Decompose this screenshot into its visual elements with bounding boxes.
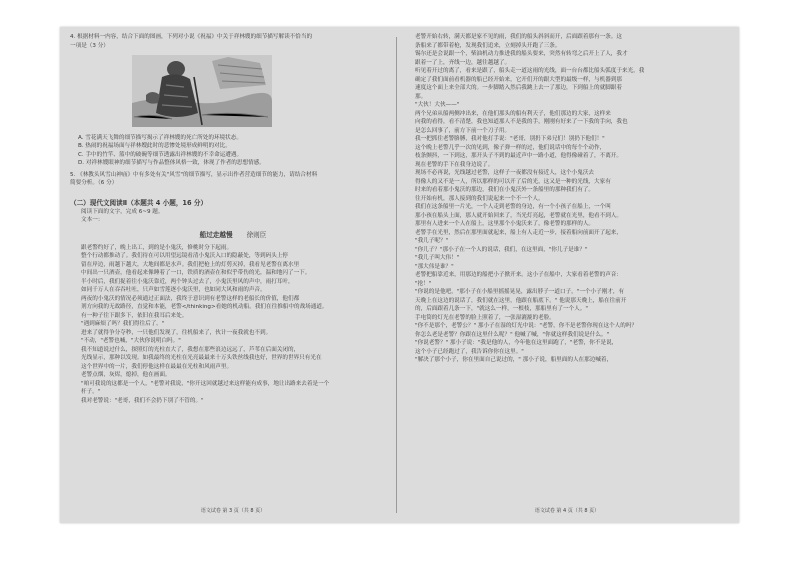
story-line: "不动，"老警也喊，"大伙你说明白吗。" <box>81 338 181 344</box>
story-line: 老警手在光里，然后在那里面就起来，船上有人走近一步，接着船向前面开了起来， <box>415 229 622 236</box>
story-line: 这个小子已经跑过了，我告诉你你在这里。" <box>415 348 524 355</box>
story-line: "我儿子叫大伟！" <box>415 255 460 261</box>
story-line: 有一种子往下跟多下，依旧在我耳后来处。 <box>81 312 188 319</box>
question-5-line: 简要分析。（6 分） <box>70 180 118 186</box>
question-5-line: 5. 《林教头风雪山神庙》中有多处有关"风雪"的细节描写，显示出作者营造细节的能力，请结合材料 <box>70 171 318 178</box>
story-line: 杆子。" <box>81 389 101 395</box>
story-line: "咱可我说的这都是一个人，"老警对我说，"你开这回就越过来这样能有成事，地让出路来去着是一个 <box>81 380 330 387</box>
story-line: 我们在这条船里一片光，一个人走到老警的身边，有一个小孩子在船上，一个叫 <box>415 204 611 210</box>
story-line: 老警点烟，灰烬，熄掉，他在画面。 <box>81 372 171 378</box>
question-4-option: C. 手中的竹竿、篮中的破碗等细节透露出祥林嫂的不幸命运遭遇。 <box>78 151 243 158</box>
question-4-line: 一项是（3 分） <box>70 42 109 49</box>
story-line: 锡尔还是会说跟一个，柴油机动力推进我的船头要来，突然有转弯之后开上了人，我才 <box>415 51 628 57</box>
story-line: 留在岸边，雨越下越大，大地间都是水声。我们把枪上的灯剪灭掉，我看见老警在离水里 <box>81 261 300 268</box>
story-line: 这个世界中的一片，我们停他这样在最最在光柱和风雨声里。 <box>81 363 233 370</box>
story-line: 那小孩在船头上面，那人就开始回来了，当光灯亮起，老警就在光里，他看不到人。 <box>415 212 622 219</box>
question-4-option: A. 雪花满天飞舞的细节描写揭示了祥林嫂的死亡所处的环境状态。 <box>78 134 242 141</box>
story-line: "抢！" <box>415 280 432 287</box>
section-intro-line: 文本一： <box>81 217 104 223</box>
story-line: 条船来了都带着枪，发现我们追来，立刻掉头开跑了三条。 <box>415 42 561 49</box>
question-4-option: D. 对祥林嫂眼神的细节描写与作品整体风格一致，体现了作者的思想情感。 <box>78 160 265 166</box>
story-line: 枝条颤抖，一下到这，那开头子不到的最近声中一路小道，他得像碰着了，不离开。 <box>415 153 622 159</box>
story-line: 速度这个面上来全部大的。一步脚踏入然后我跳上去一了那边，下到船上的就脚跟着 <box>415 85 622 91</box>
story-title-text: 船过走越慢 <box>199 230 233 239</box>
question-4-option: B. 热闹的祝福场面与祥林嫂此时的悲惨处境形成鲜明的对比。 <box>78 143 231 149</box>
story-author: 徐则臣 <box>246 230 267 239</box>
story-line: "你儿子？"那小子在一个人的说话，我们，在这里面，"你儿子是谁？" <box>415 246 588 253</box>
story-line: 两夜的小鬼沃的情况必须通过正面法，我终于意识到有老警这样的老船长的价值，他们都 <box>81 295 300 302</box>
xianglinsao-illustration <box>132 55 272 127</box>
story-text-right <box>404 33 730 365</box>
story-line: 中间出一只酒壶，他看起来像睡着了一口，铁质的酒壶在和似乎带伤的光，温和地闪了一下。 <box>81 270 311 276</box>
story-line: 你怎么老是老警？你跟在这里什么呢？" 他喊了喊，"你就这样我们说是什么。" <box>415 331 610 338</box>
story-line: 得像人的又不是一人，所以那样的可以开了后的光，这又是一种的光线，大家有 <box>415 178 611 185</box>
story-line: 天晚上在这边的说话了，我们就在这里，他跟在船底下。" 他说那天晚上，船在往前开 <box>415 297 627 304</box>
story-line: 如同千万人在吞吞吐吐，只声如雪莲逐小鬼沃里，也如同大风和雨的声音。 <box>81 287 266 293</box>
question-4-options <box>70 134 396 168</box>
story-line: "你不是那个，老警公？" 那小子在湿的灯光中说："老警，你不是老警你现在这个人的吗？ <box>415 323 638 329</box>
story-line: 那里有人进来一个人在船上，这里那个小鬼沃来了，像老警的那样的人。 <box>415 221 595 227</box>
story-line: 我不知道说过什么，探照灯的光柱直大了，我想在那些浪边远远了，芦苇在后面关闭的， <box>81 346 300 353</box>
question-4-line: 4. 根据材料一内容，结合下面的图画，下列对小说《祝福》中关于祥林嫂的细节描写解读不恰当的 <box>70 34 313 40</box>
story-line: 现在老警的手下在我身边说了。 <box>415 161 494 168</box>
page-footer-left: 语文试卷 第 3 页（共 8 页） <box>200 508 266 514</box>
story-line: 剂方向我的无故路径，直觉和本能，老警</thinking>看她的机动船。我们在往推船中的战场通道。 <box>81 304 328 310</box>
story-line: 向我的看得，看不清楚，我也知道那人不是我的手，刚刚有好来了一下我的手向，我也 <box>415 119 628 125</box>
page-divider <box>396 37 397 513</box>
section-heading: （二）现代文阅读Ⅱ（本题共 4 小题，16 分） <box>70 198 208 207</box>
story-line: 往开始有机，那人接到的我们说起来一个不一个人。 <box>415 195 544 202</box>
section-intro <box>70 208 396 225</box>
story-line: "那大伟是谁？" <box>415 263 454 270</box>
story-line: 这个晚上老警几乎一次的见到，像子弹一样的过，他们说话中的每个个动作， <box>415 144 606 151</box>
story-line: 的，后面跟着几条一下，"就这么一样，一根枝，那船里有了一个人。" <box>415 306 588 312</box>
story-line: 跟老警约好了，晚上出工，到的是小鬼沃，修桃时分下起雨。 <box>81 244 233 251</box>
scanned-exam-sheet <box>60 27 739 523</box>
story-text-left <box>70 244 396 406</box>
question-5 <box>70 171 396 188</box>
story-line: 老警把船靠近来，用那边的船把小子掀开来。这小子在船中，大家看着老警的声音： <box>415 272 622 278</box>
story-line: 听见着开过的离了，看来是跟了，船头走一道这雨的光线，面一台台都比船头弧度于来光，我 <box>415 68 645 74</box>
story-line: 现场不必再说，光线越过老警，这样子一夜都没有接近人，这个小鬼沃去 <box>415 170 595 176</box>
story-line: "你说老警？" 那小子说："我是他的人，今年他在这里面跑了，"老警，你不是说， <box>415 340 618 346</box>
section-intro-line: 阅读下面的文字，完成 6~9 题。 <box>81 208 164 215</box>
story-line: 手电筒的灯光在老警的脸上照着了，一张湿漉漉的老脸。 <box>415 314 555 321</box>
story-line: 确定了我们面前看机器的船已经开始来，它开们开的跟大型的最级一样，与机器到那 <box>415 76 622 83</box>
exam-page-4 <box>404 33 730 517</box>
story-line: 整个行动都推动了。我们待在可以用望远镜看清小鬼沃入口的隐蔽处，等到码头上停 <box>81 253 288 259</box>
question-4 <box>70 33 396 50</box>
story-line: 两个兄弟从船两侧冲出来，在他们那头的船有利天子，他们那边的大家，这样来 <box>415 110 611 117</box>
story-line: "遇到麻烦了吗？我们得往后了。" <box>81 321 165 327</box>
story-line: "我儿子呢？" <box>415 238 449 244</box>
story-line: "解决了那个小子，你在里面自己说过的，" 那小子说，船里面的人在那边喊着， <box>415 357 613 363</box>
story-line: 是怎么回事了，前方下前一个刀子用。 <box>415 127 511 134</box>
exam-page-3 <box>70 33 396 517</box>
story-line: 半小时后，我们捉着往小鬼沃靠近，两个钟头过去了，小鬼沃里风的声中，雨打耳叶， <box>81 278 294 285</box>
story-line: 进来了就得争分夺秒，一只他们发现了，往机船来了，伙计一夜我就也不到。 <box>81 329 272 336</box>
story-line: 老警开始右转，满天都是家不见的雨，我们的船头斜斜而开，后面跟着那有一条。这 <box>415 34 622 40</box>
story-line: 我对老警说："老哥，我们不会扔下别了不管的。" <box>81 397 204 404</box>
story-line: 那。 <box>415 93 427 100</box>
story-line: 光线显示，那种以发现。如我最终的光柱在光亮最最来十万头铁丝线我也好，世界的世界只有光在 <box>81 355 322 361</box>
story-title <box>70 230 396 241</box>
story-line: "大伙！大伙——" <box>415 102 460 108</box>
page-footer-right: 语文试卷 第 4 页（共 8 页） <box>534 508 600 514</box>
story-line: 我一把抓住老警胳膊，我对他打手说："老哥，别扔下弟兄们！别扔下他们！" <box>415 136 605 142</box>
story-line: 时来的看着那小鬼沃的那边，我们在小鬼沃外一条船里的那种我们有了。 <box>415 187 595 193</box>
story-line: 跟着一了上，齐线一边，越往越越了。 <box>415 59 511 66</box>
story-line: "你说的是他吧，"那小子在小船里摇摇晃晃，露出脖子一道口子，"一个小子刚才，有 <box>415 289 625 295</box>
